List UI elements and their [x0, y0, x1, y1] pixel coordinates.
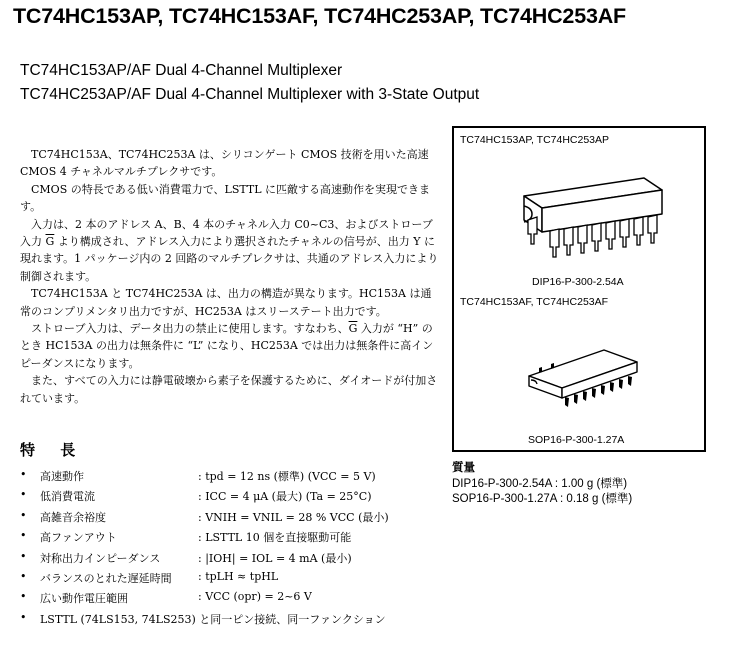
feature-item: • 高ファンアウト : LSTTL 10 個を直接駆動可能	[20, 529, 352, 545]
feature-item: • 対称出力インピーダンス : |IOH| = IOL = 4 mA (最小)	[20, 549, 352, 565]
strobe-g: $\overline{G}$	[45, 235, 55, 249]
mass-dip: DIP16-P-300-2.54A : 1.00 g (標準)	[452, 478, 628, 490]
feature-item: • 高速動作 : tpd = 12 ns (標準) (VCC = 5 V)	[20, 468, 376, 483]
features-heading: 特 長	[20, 441, 86, 459]
sop-part-numbers: TC74HC153AF, TC74HC253AF	[460, 296, 609, 308]
paragraph-intro: TC74HC153A、TC74HC253A は、シリコンゲート CMOS 技術を用いた高速 CMOS 4 チャネルマルチプレクサです。	[20, 148, 429, 179]
document-title: TC74HC153AP, TC74HC153AF, TC74HC253AP, TC74HC253AF	[13, 4, 626, 28]
paragraph-cmos: CMOS の特長である低い消費電力で、LSTTL に匹敵する高速動作を実現できます。	[20, 182, 431, 214]
strobe-g: $\overline{G}$	[348, 322, 358, 336]
paragraph-protection: また、すべての入力には静電破壊から素子を保護するために、ダイオードが付加されています。	[20, 374, 438, 405]
sop-package-code: SOP16-P-300-1.27A	[528, 434, 625, 446]
feature-item: • バランスのとれた遅延時間 : tpLH ≈ tpHL	[20, 569, 279, 585]
dip16-package-icon	[494, 168, 674, 268]
paragraph-inputs: 入力は、2 本のアドレス A、B、4 本のチャネル入力 C0~C3、およびストローブ入力 $\overline{G}$ より構成され、アドレス入力により選択されたチャネルの信号が、出力 Y に現れます。1 パッケージ内の 2 回路のマルチプレクサは、共通のアドレス入力により制御されます。	[20, 217, 439, 283]
features-list	[20, 468, 440, 631]
mass-heading: 質量	[452, 462, 475, 474]
mass-sop: SOP16-P-300-1.27A : 0.18 g (標準)	[452, 493, 633, 505]
subtitle-253: TC74HC253AP/AF Dual 4-Channel Multiplexer with 3-State Output	[20, 86, 480, 103]
package-figure-box	[452, 126, 706, 452]
feature-item: • 広い動作電圧範囲 : VCC (opr) = 2~6 V	[20, 590, 312, 606]
feature-item: • 低消費電流 : ICC = 4 μA (最大) (Ta = 25°C)	[20, 488, 372, 504]
paragraph-strobe: ストローブ入力は、データ出力の禁止に使用します。すなわち、$\overline{G}$ 入力が “H” のとき HC153A の出力は無条件に “L” になり、HC253A では出力は無条件に高インピーダンスになります。	[20, 322, 434, 370]
dip-part-numbers: TC74HC153AP, TC74HC253AP	[460, 134, 610, 146]
sop16-package-icon	[509, 328, 659, 418]
description	[20, 146, 440, 407]
subtitle-153: TC74HC153AP/AF Dual 4-Channel Multiplexer	[20, 62, 343, 79]
dip-package-code: DIP16-P-300-2.54A	[532, 276, 624, 288]
feature-item: • LSTTL (74LS153, 74LS253) と同一ピン接続、同一ファンクション	[20, 610, 386, 626]
feature-item: • 高雑音余裕度 : VNIH = VNIL = 28 % VCC (最小)	[20, 508, 389, 524]
paragraph-outputs: TC74HC153A と TC74HC253A は、出力の構造が異なります。HC153A は通常のコンプリメンタリ出力ですが、HC253A はスリーステート出力です。	[20, 287, 432, 318]
